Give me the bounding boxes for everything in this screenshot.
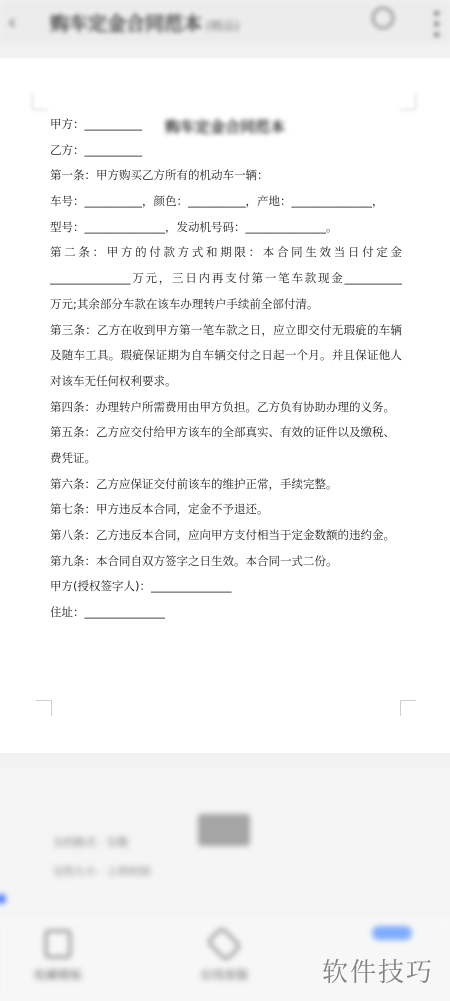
nav-label: 收藏模板 <box>33 968 82 982</box>
corner-mark-bottom-right <box>400 700 416 716</box>
page-title: 购车定金合同范本 (精品) <box>50 13 240 35</box>
nav-customer-service[interactable] <box>184 930 264 983</box>
doc-line: 第七条：甲方违反本合同，定金不予退还。 <box>50 502 269 517</box>
corner-mark-top-left <box>32 94 48 110</box>
doc-line: 第四条：办理转户所需费用由甲方负担。乙方负有协助办理的义务。 <box>50 399 395 414</box>
doc-meta-row: 文档格式 · 页数 <box>52 836 129 849</box>
watermark-text: 软件技巧 <box>322 958 435 988</box>
doc-line: 第一条：甲方购买乙方所有的机动车一辆： <box>50 168 269 183</box>
doc-line: 住址：______________ <box>50 605 165 620</box>
doc-line: 乙方：__________ <box>50 142 142 157</box>
doc-meta-row: 文档大小 · 上传时间 <box>52 865 151 878</box>
more-icon[interactable]: ••• <box>425 8 446 40</box>
nav-label: 在线客服 <box>199 968 248 982</box>
doc-line: 型号：______________，发动机号码：______________。 <box>50 219 338 234</box>
doc-line: 第六条：乙方应保证交付前该车的维护正常，手续完整。 <box>50 476 338 491</box>
search-icon[interactable] <box>372 7 394 29</box>
thumbnail-preview[interactable] <box>198 814 250 846</box>
doc-line: 车号：__________，颜色：__________，产地：______________， <box>50 194 384 209</box>
phone-icon <box>206 926 241 961</box>
corner-mark-bottom-left <box>36 700 52 716</box>
action-button[interactable] <box>372 926 412 940</box>
page-indicator-dot <box>0 894 6 904</box>
doc-line: 第九条：本合同自双方签字之日生效。本合同一式二份。 <box>50 553 338 568</box>
doc-line: 甲方：__________ <box>50 117 142 131</box>
save-icon <box>45 930 71 958</box>
doc-line: 第二条：甲方的付款方式和期限：本合同生效当日付定金 <box>50 245 402 260</box>
corner-mark-top-right <box>400 94 416 110</box>
doc-line: ______________万元，三日内再支付第一笔车款现金__________ <box>50 271 402 286</box>
doc-line: 对该车无任何权利要求。 <box>50 373 177 388</box>
document-body <box>50 112 402 626</box>
doc-line: 万元;其余部分车款在该车办理转户手续前全部付清。 <box>50 296 319 311</box>
doc-line: 第三条：乙方在收到甲方第一笔车款之日，应立即交付无瑕疵的车辆 <box>50 322 402 337</box>
document-title: 购车定金合同范本 <box>164 118 285 136</box>
doc-line: 第八条：乙方违反本合同，应向甲方支付相当于定金数额的违约金。 <box>50 528 395 542</box>
doc-line: 甲方(授权签字人)：______________ <box>50 579 232 594</box>
app-header <box>0 0 450 44</box>
doc-line: 第五条：乙方应交付给甲方该车的全部真实、有效的证件以及缴税、 <box>50 425 395 440</box>
doc-line: 及随车工具。瑕疵保证期为自车辆交付之日起一个月。并且保证他人 <box>50 348 402 363</box>
doc-line: 费凭证。 <box>50 450 96 465</box>
back-arrow-icon[interactable]: ‹ <box>8 10 16 34</box>
nav-save-template[interactable] <box>18 930 98 983</box>
